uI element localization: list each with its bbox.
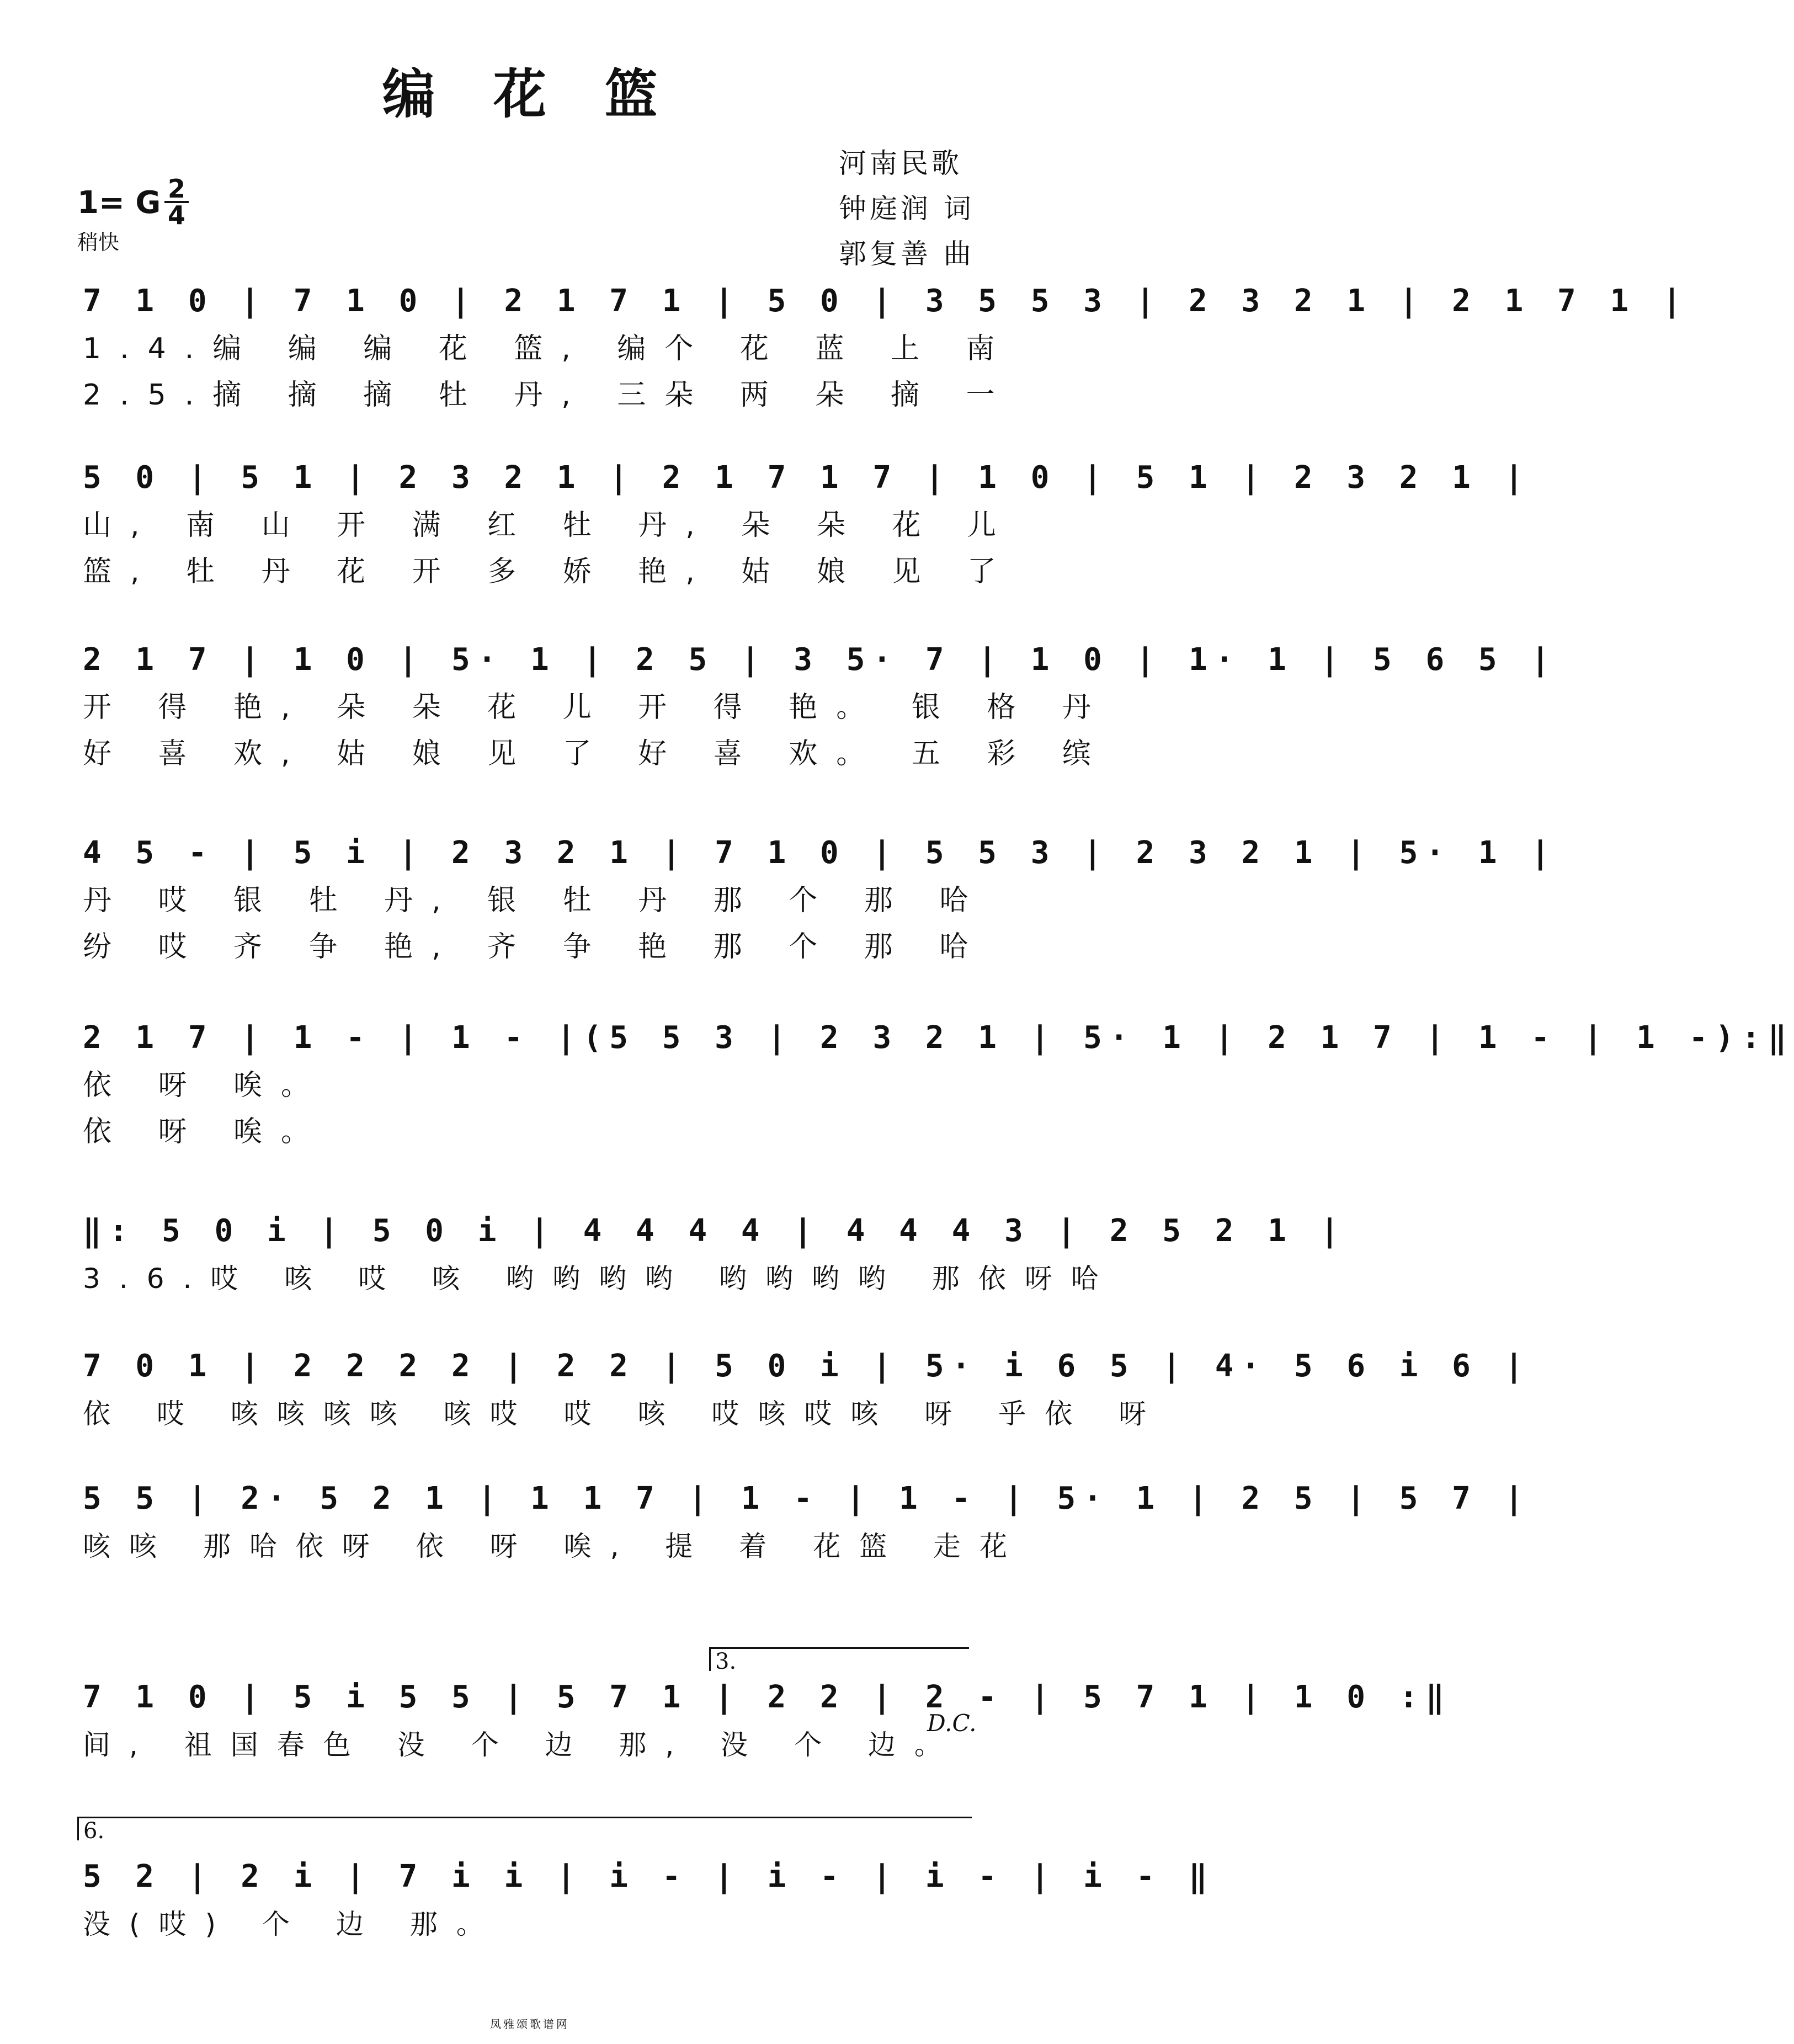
credit-lyricist: 钟庭润 词 [839, 193, 975, 225]
volta-bracket-3: 3. [709, 1647, 969, 1671]
notation-line-7: 7 0 1 | 2 2 2 2 | 2 2 | 5 0 i | 5· i 6 5 | 4· 5 6 i 6 | [83, 1348, 1531, 1384]
notation-line-3: 2 1 7 | 1 0 | 5· 1 | 2 5 | 3 5· 7 | 1 0 | 1· 1 | 5 6 5 | [83, 641, 1558, 678]
notation-line-8: 5 5 | 2· 5 2 1 | 1 1 7 | 1 - | 1 - | 5· 1 | 2 5 | 5 7 | [83, 1480, 1531, 1516]
music-system-9 [83, 1672, 1452, 1768]
lyric-line-3-verse-b: 好 喜 欢, 姑 娘 见 了 好 喜 欢。 五 彩 缤 [83, 737, 1110, 770]
tempo-marking: 稍快 [77, 230, 120, 254]
lyric-line-1-verse-a: 1.4.编 编 编 花 篮, 编个 花 蓝 上 南 [83, 332, 1014, 365]
da-capo-marking: D.C. [927, 1710, 977, 1737]
music-system-1 [83, 276, 1689, 418]
lyric-line-8: 咳咳 那哈依呀 依 呀 唉, 提 着 花篮 走花 [83, 1530, 1026, 1562]
credits-block [839, 141, 975, 276]
lyric-line-7: 依 哎 咳咳咳咳 咳哎 哎 咳 哎咳哎咳 呀 乎依 呀 [83, 1398, 1165, 1430]
time-signature-bottom: 4 [164, 201, 189, 227]
music-system-4 [83, 828, 1558, 970]
lyric-line-10: 没(哎) 个 边 那。 [83, 1908, 503, 1940]
time-signature [164, 174, 189, 230]
lyric-line-2-verse-b: 篮, 牡 丹 花 开 多 娇 艳, 姑 娘 见 了 [83, 555, 1015, 588]
credit-origin: 河南民歌 [839, 147, 962, 179]
key-signature: 1= G [77, 185, 161, 221]
notation-line-1: 7 1 0 | 7 1 0 | 2 1 7 1 | 5 0 | 3 5 5 3 | 2 3 2 1 | 2 1 7 1 | [83, 283, 1689, 319]
music-system-8 [83, 1473, 1531, 1569]
lyric-line-4-verse-a: 丹 哎 银 牡 丹, 银 牡 丹 那 个 那 哈 [83, 884, 987, 917]
notation-line-5: 2 1 7 | 1 - | 1 - |(5 5 3 | 2 3 2 1 | 5· 1 | 2 1 7 | 1 - | 1 -):‖ [83, 1019, 1794, 1056]
music-system-2 [83, 453, 1531, 595]
lyric-line-5-verse-a: 依 呀 唉。 [83, 1069, 329, 1102]
lyric-line-2-verse-a: 山, 南 山 开 满 红 牡 丹, 朵 朵 花 儿 [83, 509, 1015, 542]
notation-line-2: 5 0 | 5 1 | 2 3 2 1 | 2 1 7 1 7 | 1 0 | 5 1 | 2 3 2 1 | [83, 459, 1531, 496]
lyric-line-9: 间, 祖国春色 没 个 边 那, 没 个 边。 [83, 1729, 961, 1761]
notation-line-4: 4 5 - | 5 i | 2 3 2 1 | 7 1 0 | 5 5 3 | 2 3 2 1 | 5· 1 | [83, 834, 1558, 871]
music-system-3 [83, 635, 1558, 777]
notation-line-6: ‖: 5 0 i | 5 0 i | 4 4 4 4 | 4 4 4 3 | 2 5 2 1 | [83, 1212, 1347, 1249]
lyric-line-1-verse-b: 2.5.摘 摘 摘 牡 丹, 三朵 两 朵 摘 一 [83, 379, 1014, 412]
notation-line-10: 5 2 | 2 i | 7 i i | i - | i - | i - | i - ‖ [83, 1858, 1215, 1894]
lyric-line-5-verse-b: 依 呀 唉。 [83, 1115, 329, 1148]
credit-composer: 郭复善 曲 [839, 238, 975, 270]
lyric-line-3-verse-a: 开 得 艳, 朵 朵 花 儿 开 得 艳。 银 格 丹 [83, 691, 1110, 724]
music-system-5 [83, 1013, 1794, 1155]
volta-bracket-6: 6. [77, 1817, 972, 1840]
time-signature-top: 2 [167, 174, 185, 204]
song-title: 编 花 篮 [382, 63, 678, 125]
lyric-line-6: 3.6.哎 咳 哎 咳 哟哟哟哟 哟哟哟哟 那依呀哈 [83, 1263, 1117, 1295]
notation-line-9: 7 1 0 | 5 i 5 5 | 5 7 1 | 2 2 | 2 - | 5 7 1 | 1 0 :‖ [83, 1679, 1452, 1715]
music-system-10 [83, 1851, 1215, 1947]
watermark-footer: 凤雅颂歌谱网 [490, 2018, 569, 2031]
music-system-7 [83, 1341, 1531, 1437]
music-system-6 [83, 1206, 1347, 1302]
lyric-line-4-verse-b: 纷 哎 齐 争 艳, 齐 争 艳 那 个 那 哈 [83, 930, 987, 964]
